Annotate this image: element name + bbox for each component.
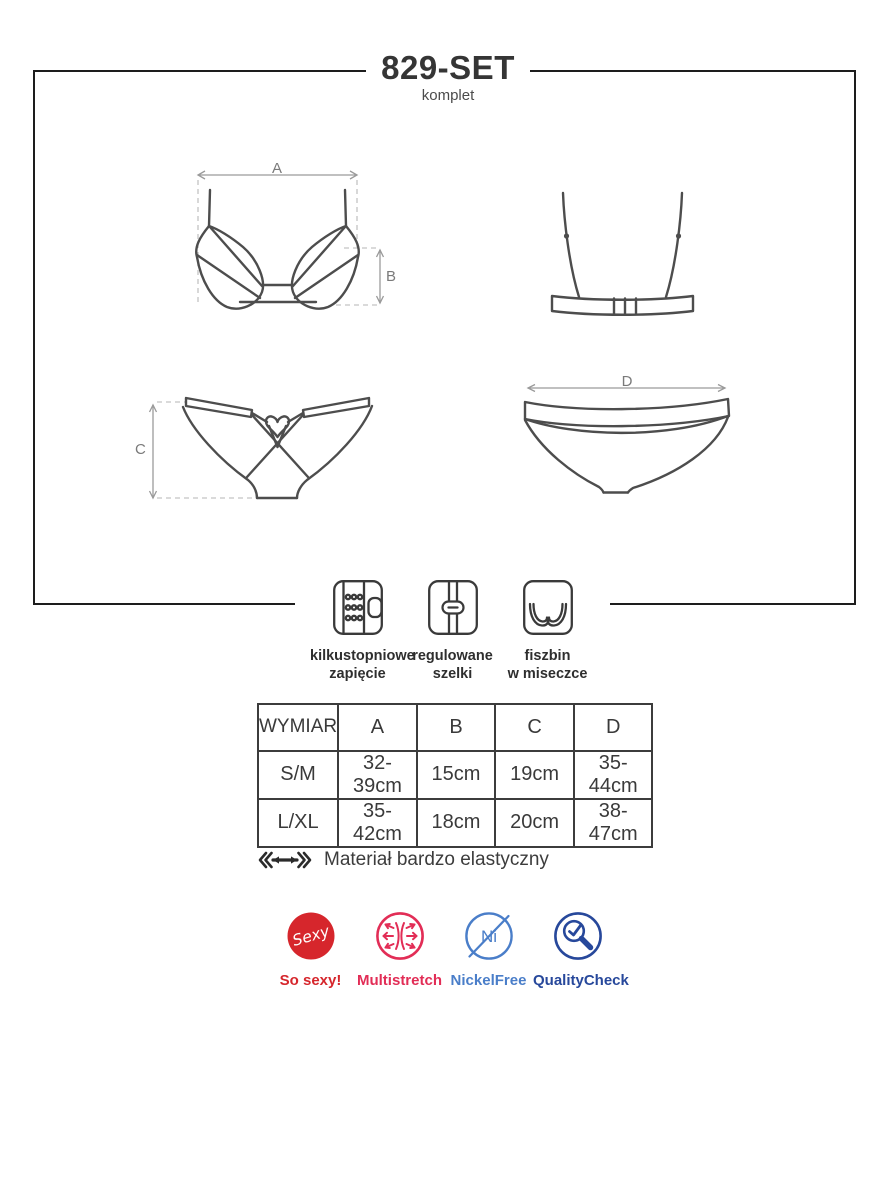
feature-adjustable-straps <box>405 580 500 683</box>
stretch-arrows-icon <box>257 850 313 870</box>
feature-label <box>310 647 415 683</box>
feature-label <box>405 647 500 683</box>
table-header-a: A <box>338 704 417 751</box>
feature-hook-closure <box>310 580 415 683</box>
feature-label-line2: w miseczce <box>507 666 588 683</box>
multistretch-icon <box>375 911 425 961</box>
badge-nickel-free <box>444 911 533 989</box>
value-cell: 20cm <box>495 799 574 847</box>
badge-label: So sexy! <box>279 972 342 989</box>
panties-front-diagram <box>130 385 390 510</box>
panties-front-drawing <box>130 385 390 510</box>
panties-back-diagram <box>515 372 740 507</box>
badge-multistretch <box>355 911 444 989</box>
table-header-c: C <box>495 704 574 751</box>
dimension-d-label: D <box>621 373 633 390</box>
badge-label: Multistretch <box>356 972 442 989</box>
quality-check-icon <box>553 911 603 961</box>
badge-label: QualityCheck <box>533 972 629 989</box>
table-header-row <box>258 704 652 751</box>
underwire-cup-icon <box>523 580 573 635</box>
material-note-text: Materiał bardzo elastyczny <box>324 849 549 870</box>
bra-back-diagram <box>530 185 715 320</box>
material-note <box>257 849 549 871</box>
feature-label-line1: fiszbin <box>524 648 571 664</box>
nickel-free-icon <box>464 911 514 961</box>
value-cell: 32-39cm <box>338 751 417 799</box>
hook-closure-icon <box>333 580 383 635</box>
table-header-d: D <box>574 704 653 751</box>
value-cell: 35-44cm <box>574 751 653 799</box>
size-table <box>257 703 653 848</box>
feature-underwire-cup <box>500 580 595 683</box>
table-row <box>258 751 652 799</box>
adjustable-straps-icon <box>428 580 478 635</box>
badges-row <box>266 911 629 989</box>
table-row <box>258 799 652 847</box>
feature-icons-row <box>295 577 610 689</box>
feature-label <box>500 647 595 683</box>
feature-label-line2: szelki <box>432 666 473 683</box>
badge-quality-check <box>533 911 629 989</box>
value-cell: 18cm <box>417 799 496 847</box>
title-block <box>366 50 530 108</box>
feature-label-line1: kilkustopniowe <box>310 648 415 664</box>
panties-back-drawing <box>515 372 740 507</box>
badge-label: NickelFree <box>450 972 527 989</box>
dimension-b-label: B <box>386 268 397 285</box>
bra-back-drawing <box>530 185 715 320</box>
badge-so-sexy <box>266 911 355 989</box>
size-cell: S/M <box>258 751 338 799</box>
sexy-badge-icon <box>286 911 336 961</box>
page-subtitle: komplet <box>421 87 475 104</box>
value-cell: 35-42cm <box>338 799 417 847</box>
value-cell: 38-47cm <box>574 799 653 847</box>
page-title: 829-SET <box>381 49 515 86</box>
dimension-a-label: A <box>271 160 283 177</box>
feature-label-line2: zapięcie <box>329 666 386 683</box>
value-cell: 15cm <box>417 751 496 799</box>
dimension-c-label: C <box>135 441 146 458</box>
feature-label-line1: regulowane <box>412 648 493 664</box>
sexy-badge-text: Sexy <box>289 922 332 950</box>
size-cell: L/XL <box>258 799 338 847</box>
diagram-frame <box>33 70 856 605</box>
bra-front-drawing <box>130 160 405 320</box>
nickel-symbol-text: Ni <box>480 927 497 946</box>
value-cell: 19cm <box>495 751 574 799</box>
table-header-wymiar: WYMIAR <box>258 704 338 751</box>
table-header-b: B <box>417 704 496 751</box>
bra-front-diagram <box>130 160 405 320</box>
